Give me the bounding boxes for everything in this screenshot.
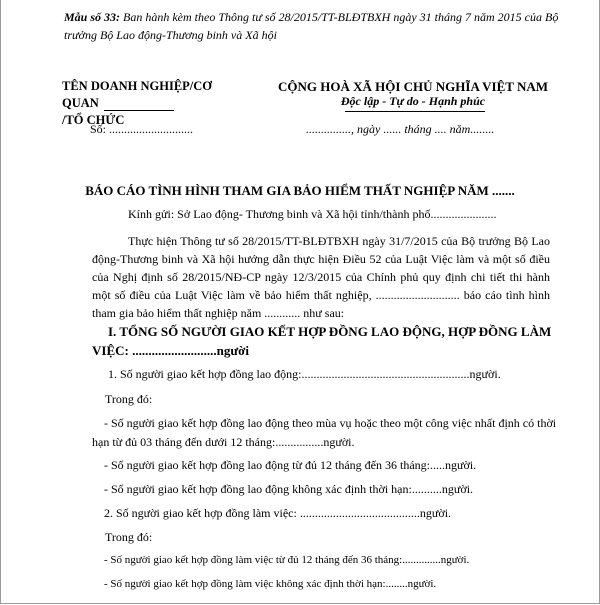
item-1b-12-36-months: - Số người giao kết hợp đồng lao động từ đủ 12 tháng đến 36 tháng:.....người. <box>104 458 477 472</box>
document-date: ..............., ngày ...... tháng .... năm........ <box>306 122 495 136</box>
section-1-heading: I. TỔNG SỐ NGƯỜI GIAO KẾT HỢP ĐỒNG LAO ĐỘNG, HỢP ĐỒNG LÀM VIỆC: ..........................người <box>92 324 552 359</box>
item-1c-indefinite: - Số người giao kết hợp đồng lao động không xác định thời hạn:..........người. <box>104 482 474 496</box>
item-2-in-which: Trong đó: <box>105 530 153 544</box>
organization-underline <box>104 110 174 111</box>
national-title: CỘNG HOÀ XÃ HỘI CHỦ NGHĨA VIỆT NAM <box>277 79 549 94</box>
item-2b-indefinite: - Số người giao kết hợp đồng làm việc không xác định thời hạn:........người. <box>104 578 437 590</box>
form-note-text: Ban hành kèm theo Thông tư số 28/2015/TT-BLĐTBXH ngày 31 tháng 7 năm 2015 của Bộ trưởng Bộ Lao động-Thương binh và Xã hội <box>64 10 559 42</box>
form-note <box>64 8 574 44</box>
item-2-work-contracts: 2. Số người giao kết hợp đồng làm việc: ........................................người. <box>104 506 452 520</box>
form-number: Mẫu số 33: <box>64 10 121 24</box>
organization-line-2: /TỔ CHỨC <box>62 112 125 127</box>
item-1-labor-contracts: 1. Số người giao kết hợp đồng lao động:........................................................người. <box>108 367 501 381</box>
motto-underline <box>345 111 485 112</box>
report-title: BÁO CÁO TÌNH HÌNH THAM GIA BẢO HIỂM THẤT NGHIỆP NĂM ....... <box>85 183 515 198</box>
national-motto: Độc lập - Tự do - Hạnh phúc <box>340 94 486 108</box>
item-1-in-which: Trong đó: <box>105 392 153 406</box>
document-number: Số: ............................ <box>90 122 194 136</box>
item-1a-seasonal: - Số người giao kết hợp đồng lao động theo mùa vụ hoặc theo một công việc nhất định có thời hạn từ đủ 03 tháng đến dưới 12 tháng:................người. <box>92 416 557 449</box>
intro-paragraph: Thực hiện Thông tư số 28/2015/TT-BLĐTBXH ngày 31/7/2015 của Bộ trưởng Bộ Lao động-Thương binh và Xã hội hướng dẫn thực hiện Điều 52 của Luật Việc làm và một số điều của Nghị định số 28/2015/NĐ-CP ngày 12/3/2015 của Chính phủ quy định chi tiết thi hành một số điều của Luật Việc làm về bảo hiểm thất nghiệp, ............................ báo cáo tình hình tham gia bảo hiểm thất nghiệp năm ............ như sau: <box>92 234 550 320</box>
organization-line-1: TÊN DOANH NGHIỆP/CƠ QUAN <box>62 79 213 110</box>
item-2a-12-36-months: - Số người giao kết hợp đồng làm việc từ đủ 12 tháng đến 36 tháng:..............người. <box>104 554 470 566</box>
recipient-line: Kính gửi: Sở Lao động- Thương binh và Xã hội tỉnh/thành phố...................... <box>128 207 497 221</box>
